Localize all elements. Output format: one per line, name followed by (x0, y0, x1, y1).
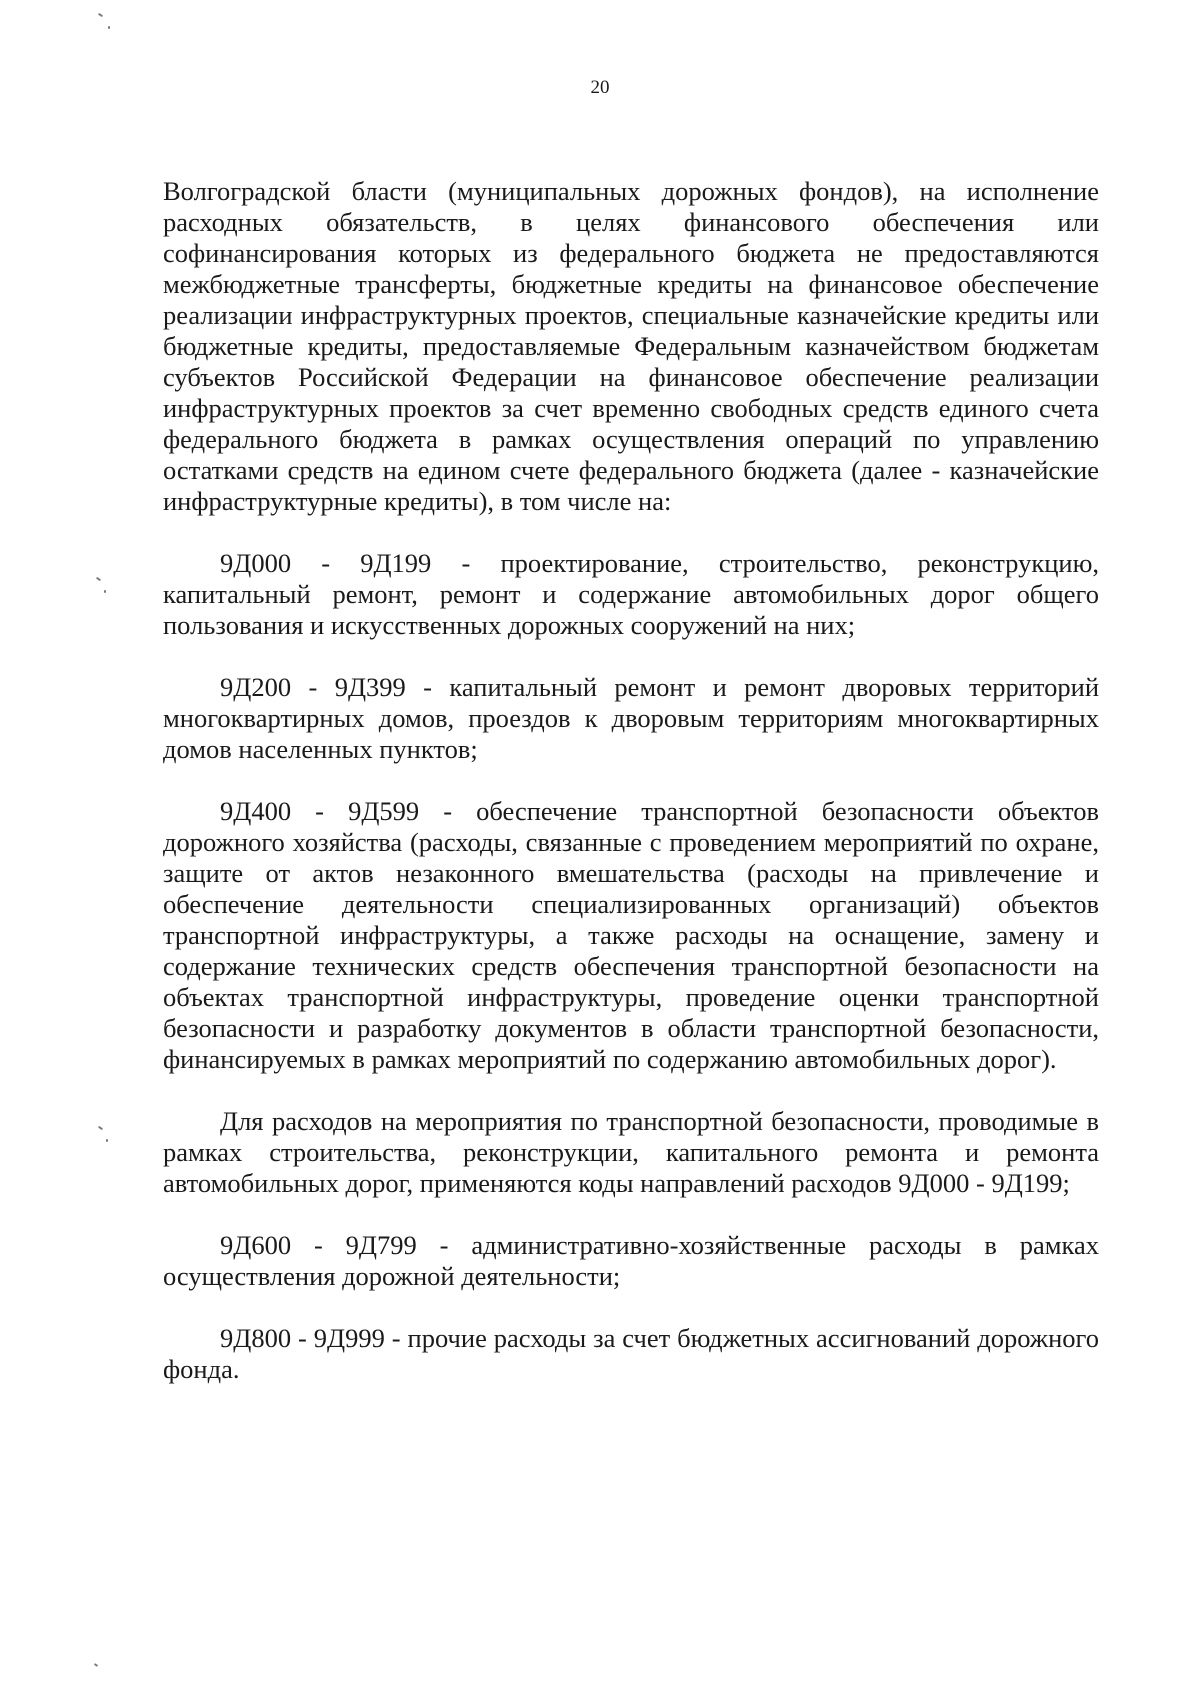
code-range-9d800-paragraph: 9Д800 - 9Д999 - прочие расходы за счет бюджетных ассигнований дорожного фонда. (163, 1323, 1099, 1384)
scan-speck (104, 590, 106, 593)
scan-speck (106, 1139, 108, 1142)
code-range-9d000-paragraph: 9Д000 - 9Д199 - проектирование, строительство, реконструкцию, капитальный ремонт, ремонт и содержание автомобильных дорог общего пользования и искусственных дорожных сооружений на них; (163, 548, 1099, 640)
intro-paragraph: Волгоградской бласти (муниципальных дорожных фондов), на исполнение расходных обязательств, в целях финансового обеспечения или софинансирования которых из федерального бюджета не предоставляются межбюджетные трансферты, бюджетные кредиты на финансовое обеспечение реализации инфраструктурных проектов, специальные казначейские кредиты или бюджетные кредиты, предоставляемые Федеральным казначейством бюджетам субъектов Российской Федерации на финансовое обеспечение реализации инфраструктурных проектов за счет временно свободных средств единого счета федерального бюджета в рамках осуществления операций по управлению остатками средств на едином счете федерального бюджета (далее - казначейские инфраструктурные кредиты), в том числе на: (163, 176, 1099, 516)
code-range-9d400-paragraph: 9Д400 - 9Д599 - обеспечение транспортной безопасности объектов дорожного хозяйства (расходы, связанные с проведением мероприятий по охране, защите от актов незаконного вмешательства (расходы на привлечение и обеспечение деятельности специализированных организаций) объектов транспортной инфраструктуры, а также расходы на оснащение, замену и содержание технических средств обеспечения транспортной безопасности на объектах транспортной инфраструктуры, проведение оценки транспортной безопасности и разработку документов в области транспортной безопасности, финансируемых в рамках мероприятий по содержанию автомобильных дорог). (163, 796, 1099, 1074)
code-range-9d600-paragraph: 9Д600 - 9Д799 - административно-хозяйственные расходы в рамках осуществления дорожной деятельности; (163, 1230, 1099, 1291)
code-range-9d200-paragraph: 9Д200 - 9Д399 - капитальный ремонт и ремонт дворовых территорий многоквартирных домов, проездов к дворовым территориям многоквартирных домов населенных пунктов; (163, 672, 1099, 764)
transport-security-note-paragraph: Для расходов на мероприятия по транспортной безопасности, проводимые в рамках строительства, реконструкции, капитального ремонта и ремонта автомобильных дорог, применяются коды направлений расходов 9Д000 - 9Д199; (163, 1106, 1099, 1198)
page-number: 20 (590, 77, 610, 98)
scan-speck (98, 1126, 103, 1131)
scan-speck (96, 577, 101, 582)
scan-speck (94, 1663, 98, 1667)
scan-speck (98, 13, 103, 18)
document-body (163, 176, 1099, 1416)
scan-speck (108, 26, 110, 29)
